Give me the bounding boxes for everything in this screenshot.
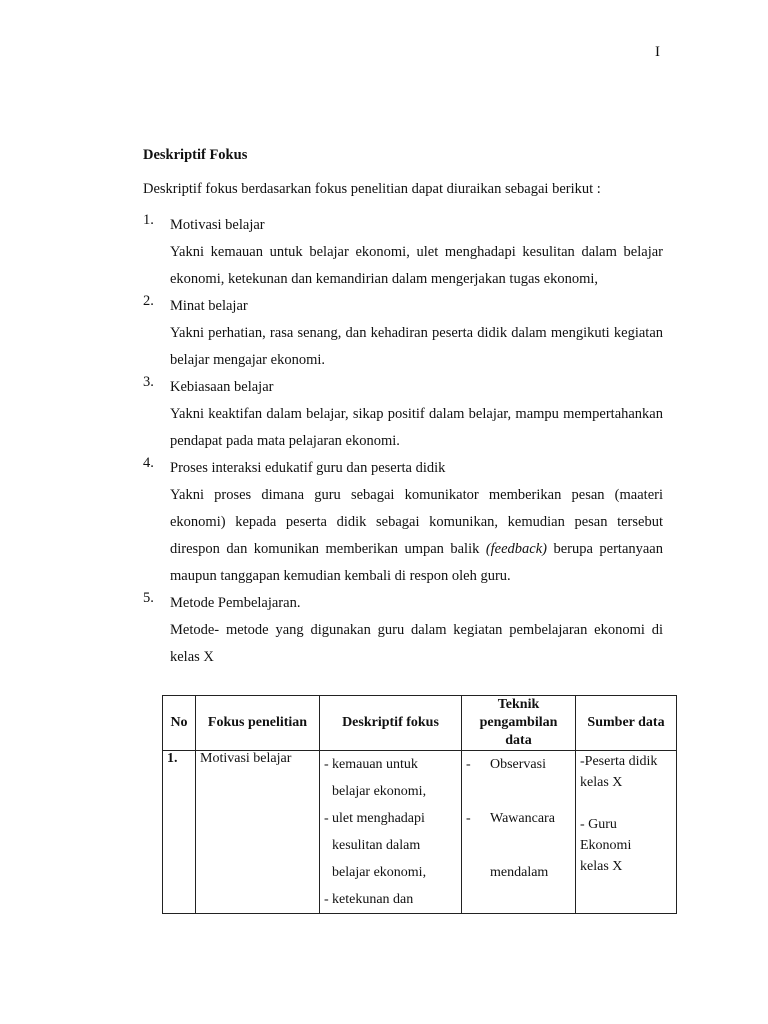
section-heading: Deskriptif Fokus [143, 147, 248, 163]
header-deskriptif-fokus: Deskriptif fokus [320, 696, 462, 751]
line-text [490, 778, 494, 805]
list-item-description: Metode- metode yang digunakan guru dalam kegiatan pembelajaran ekonomi di kelas X [170, 622, 663, 665]
list-item-title: Motivasi belajar [170, 217, 265, 233]
line-text: ketekunan dan [332, 892, 414, 907]
header-teknik-pengambilan-data [462, 696, 576, 751]
deskriptif-line [324, 859, 457, 886]
list-item-description: Yakni keaktifan dalam belajar, sikap positif dalam belajar, mampu mempertahankan pendapat pada mata pelajaran ekonomi. [170, 406, 663, 449]
list-item-description: Yakni kemauan untuk belajar ekonomi, ulet menghadapi kesulitan dalam belajar ekonomi, ketekunan dan kemandirian dalam mengerjakan tugas ekonomi, [170, 244, 663, 287]
header-sumber-data: Sumber data [576, 696, 677, 751]
bullet-dash [324, 859, 332, 886]
description-text: Yakni proses dimana guru sebagai komunikator memberikan pesan (maateri ekonomi) kepada peserta didik sebagai komunikan, kemudian pesan tersebut direspon dan komunikan memberikan umpan balik [170, 487, 663, 557]
teknik-line [466, 751, 571, 778]
list-item-number: 2. [143, 293, 154, 309]
deskriptif-line [324, 751, 457, 778]
teknik-line [466, 778, 571, 805]
line-text [490, 832, 494, 859]
cell-no: 1. [163, 751, 196, 914]
line-text: Wawancara [490, 811, 555, 826]
list-item-title: Kebiasaan belajar [170, 379, 274, 395]
bullet-dash: - [324, 811, 329, 826]
cell-fokus: Motivasi belajar [196, 751, 320, 914]
bullet-dash [466, 832, 490, 859]
list-item-description [170, 482, 663, 590]
list-item-title: Metode Pembelajaran. [170, 595, 301, 611]
teknik-line [466, 859, 571, 886]
cell-deskriptif [320, 751, 462, 914]
sumber-line: Ekonomi [580, 838, 632, 853]
table-header-row [163, 696, 677, 751]
line-text: mendalam [490, 865, 549, 880]
list-item [143, 293, 663, 374]
line-text: Observasi [490, 757, 546, 772]
header-no: No [163, 696, 196, 751]
list-item [143, 374, 663, 455]
header-fokus-penelitian: Fokus penelitian [196, 696, 320, 751]
line-text: kemauan untuk [332, 757, 418, 772]
bullet-dash: - [324, 892, 329, 907]
deskriptif-line [324, 778, 457, 805]
deskriptif-line [324, 886, 457, 913]
teknik-line [466, 832, 571, 859]
line-text: belajar ekonomi, [332, 865, 427, 880]
bullet-dash: - [466, 757, 471, 772]
bullet-dash [324, 778, 332, 805]
intro-paragraph: Deskriptif fokus berdasarkan fokus penelitian dapat diuraikan sebagai berikut : [143, 181, 601, 197]
list-item-number: 3. [143, 374, 154, 390]
list-item [143, 455, 663, 590]
deskriptif-line [324, 805, 457, 832]
deskriptif-line [324, 832, 457, 859]
header-teknik-line: pengambilan [479, 715, 558, 730]
teknik-line [466, 805, 571, 832]
focus-list [143, 212, 663, 671]
sumber-line: -Peserta didik [580, 754, 658, 769]
bullet-dash: - [466, 811, 471, 826]
bullet-dash [466, 859, 490, 886]
list-item [143, 590, 663, 671]
list-item-number: 1. [143, 212, 154, 228]
cell-teknik [462, 751, 576, 914]
list-item-title: Minat belajar [170, 298, 248, 314]
description-italic-term: (feedback) [485, 541, 548, 557]
list-item [143, 212, 663, 293]
focus-table [162, 695, 677, 914]
sumber-line: kelas X [580, 859, 623, 874]
bullet-dash: - [324, 757, 329, 772]
line-text: ulet menghadapi [332, 811, 425, 826]
header-teknik-line: data [505, 733, 532, 748]
sumber-line [580, 793, 672, 814]
description-text: berupa pertanyaan maupun tanggapan kemudian kembali di respon oleh guru. [170, 541, 663, 584]
table-row [163, 751, 677, 914]
list-item-number: 5. [143, 590, 154, 606]
bullet-dash [466, 778, 490, 805]
sumber-line: - Guru [580, 817, 617, 832]
list-item-description: Yakni perhatian, rasa senang, dan kehadiran peserta didik dalam mengikuti kegiatan belajar mengajar ekonomi. [170, 325, 663, 368]
bullet-dash [324, 832, 332, 859]
list-item-number: 4. [143, 455, 154, 471]
sumber-line: kelas X [580, 775, 623, 790]
cell-sumber [576, 751, 677, 914]
line-text: belajar ekonomi, [332, 784, 427, 799]
line-text: kesulitan dalam [332, 838, 421, 853]
list-item-title: Proses interaksi edukatif guru dan peserta didik [170, 460, 446, 476]
header-teknik-line: Teknik [497, 697, 540, 712]
page-number: I [655, 44, 660, 60]
